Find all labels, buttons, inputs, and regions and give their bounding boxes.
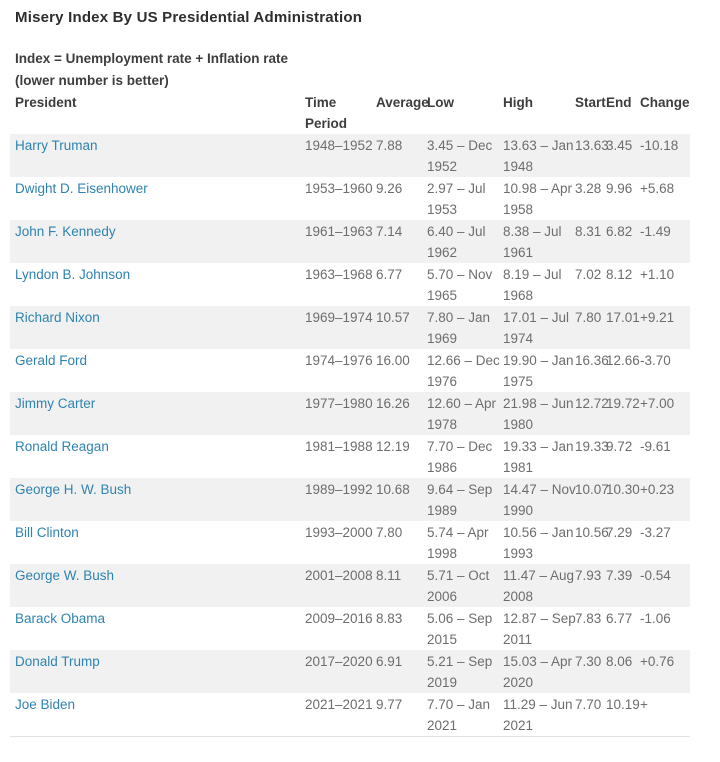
high-value-month: 12.87 – Sep [503,611,576,626]
high-cell [503,564,575,607]
high-cell [503,478,575,521]
end-value: 8.06 [606,654,633,669]
time-period-cell [305,177,376,220]
high-year: 1993 [503,546,534,561]
low-year: 1998 [427,546,458,561]
start-cell [575,134,609,177]
president-cell [10,220,305,263]
high-value-month: 8.19 – Jul [503,267,562,282]
high-cell [503,521,575,564]
table-header-row [10,92,690,134]
start-value: 16.36 [575,353,609,368]
average-value: 7.14 [376,224,403,239]
page-title: Misery Index By US Presidential Administration [15,9,363,26]
high-value-month: 19.33 – Jan [503,439,574,454]
start-cell [575,220,606,263]
end-cell [606,564,640,607]
low-value-month: 7.80 – Jan [427,310,491,325]
high-year: 1981 [503,460,534,475]
average-value: 16.26 [376,396,410,411]
change-cell [640,607,690,650]
start-value: 7.30 [575,654,602,669]
president-link[interactable]: Ronald Reagan [15,439,109,454]
low-year: 1952 [427,159,458,174]
change-cell [640,263,690,306]
low-cell [427,134,503,177]
col-header-end: End [606,95,632,110]
low-year: 2019 [427,675,458,690]
president-link[interactable]: Lyndon B. Johnson [15,267,131,282]
end-cell [606,306,640,349]
end-value: 9.72 [606,439,633,454]
start-value: 3.28 [575,181,602,196]
index-definition [15,48,710,92]
president-cell [10,349,305,392]
low-cell [427,263,503,306]
average-value: 6.91 [376,654,403,669]
high-year: 1968 [503,288,534,303]
table-row [10,263,690,306]
table-row [10,220,690,263]
low-value-month: 9.64 – Sep [427,482,493,497]
low-cell [427,306,503,349]
end-cell [606,478,640,521]
time-period-value: 1948–1952 [305,138,373,153]
change-value: +0.76 [640,654,675,669]
time-period-cell [305,349,376,392]
time-period-cell [305,220,376,263]
high-year: 2020 [503,675,534,690]
change-cell [640,693,690,737]
low-value-month: 12.66 – Dec [427,353,500,368]
change-value: + [640,697,648,712]
president-link[interactable]: Dwight D. Eisenhower [15,181,148,196]
high-year: 1980 [503,417,534,432]
time-period-cell [305,607,376,650]
president-cell [10,134,305,177]
index-note-text: (lower number is better) [15,73,169,88]
end-value: 17.01 [606,310,640,325]
time-period-cell [305,134,376,177]
high-cell [503,306,575,349]
high-cell [503,134,575,177]
average-cell [376,306,427,349]
president-cell [10,650,305,693]
low-value-month: 3.45 – Dec [427,138,493,153]
high-year: 1975 [503,374,534,389]
table-row [10,607,690,650]
low-year: 1965 [427,288,458,303]
table-row [10,134,690,177]
time-period-value: 1969–1974 [305,310,373,325]
president-cell [10,306,305,349]
president-cell [10,435,305,478]
high-value-month: 11.29 – Jun [503,697,573,712]
change-value: +7.00 [640,396,675,411]
president-link[interactable]: Richard Nixon [15,310,100,325]
low-cell [427,521,503,564]
end-value: 7.39 [606,568,633,583]
low-value-month: 5.74 – Apr [427,525,489,540]
low-value-month: 6.40 – Jul [427,224,486,239]
start-value: 12.72 [575,396,609,411]
high-cell [503,607,575,650]
end-cell [606,693,640,737]
start-cell [575,177,606,220]
change-cell [640,650,690,693]
col-header-change: Change [640,95,690,110]
time-period-value: 2009–2016 [305,611,373,626]
end-value: 12.66 [606,353,640,368]
time-period-cell [305,392,376,435]
end-cell [606,607,640,650]
high-cell [503,650,575,693]
low-value-month: 7.70 – Jan [427,697,491,712]
time-period-value: 2001–2008 [305,568,373,583]
high-value-month: 10.98 – Apr [503,181,573,196]
average-cell [376,392,427,435]
time-period-cell [305,306,376,349]
average-cell [376,134,427,177]
president-cell [10,177,305,220]
high-year: 1961 [503,245,534,260]
president-cell [10,564,305,607]
end-cell [606,521,640,564]
president-link[interactable]: Bill Clinton [15,525,79,540]
change-value: -1.06 [640,611,671,626]
president-link[interactable]: George H. W. Bush [15,482,132,497]
president-link[interactable]: George W. Bush [15,568,115,583]
president-link[interactable]: Donald Trump [15,654,100,669]
table-row [10,177,690,220]
start-value: 7.93 [575,568,602,583]
end-value: 10.30 [606,482,640,497]
time-period-value: 2017–2020 [305,654,373,669]
high-value-month: 10.56 – Jan [503,525,574,540]
change-cell [640,392,690,435]
time-period-value: 1989–1992 [305,482,373,497]
average-value: 12.19 [376,439,410,454]
change-value: -3.27 [640,525,671,540]
change-value: +0.23 [640,482,675,497]
average-cell [376,607,427,650]
low-cell [427,693,503,737]
president-cell [10,693,305,737]
low-year: 1986 [427,460,458,475]
president-cell [10,263,305,306]
change-cell [640,306,690,349]
high-cell [503,263,575,306]
change-cell [640,134,690,177]
low-year: 1962 [427,245,458,260]
average-value: 10.57 [376,310,410,325]
end-cell [606,134,640,177]
start-cell [575,306,606,349]
col-header-high: High [503,95,533,110]
high-cell [503,693,575,737]
start-value: 13.63 [575,138,609,153]
start-cell [575,693,606,737]
end-value: 7.29 [606,525,633,540]
start-cell [575,607,606,650]
high-year: 2008 [503,589,534,604]
time-period-value: 1993–2000 [305,525,373,540]
start-cell [575,349,609,392]
high-year: 2011 [503,632,533,647]
end-cell [606,177,640,220]
average-value: 7.80 [376,525,403,540]
end-value: 6.82 [606,224,633,239]
average-cell [376,693,427,737]
change-value: -3.70 [640,353,671,368]
average-cell [376,220,427,263]
time-period-cell [305,435,376,478]
president-cell [10,607,305,650]
high-year: 1990 [503,503,534,518]
time-period-value: 1961–1963 [305,224,373,239]
average-cell [376,177,427,220]
start-cell [575,521,609,564]
change-value: -9.61 [640,439,671,454]
low-value-month: 7.70 – Dec [427,439,493,454]
average-value: 9.77 [376,697,403,712]
change-cell [640,521,690,564]
change-cell [640,478,690,521]
time-period-cell [305,564,376,607]
low-cell [427,220,503,263]
average-cell [376,650,427,693]
end-value: 8.12 [606,267,633,282]
average-value: 16.00 [376,353,410,368]
president-cell [10,478,305,521]
president-link[interactable]: Jimmy Carter [15,396,96,411]
low-year: 2006 [427,589,458,604]
low-value-month: 12.60 – Apr [427,396,497,411]
col-header-time-period: Time Period [305,95,348,131]
average-cell [376,263,427,306]
low-year: 2015 [427,632,458,647]
average-value: 6.77 [376,267,403,282]
high-year: 2021 [503,718,534,733]
low-cell [427,392,503,435]
president-cell [10,392,305,435]
high-year: 1974 [503,331,534,346]
high-value-month: 13.63 – Jan [503,138,574,153]
time-period-value: 1974–1976 [305,353,373,368]
start-value: 19.33 [575,439,609,454]
average-value: 7.88 [376,138,403,153]
low-value-month: 5.06 – Sep [427,611,493,626]
end-cell [606,349,640,392]
low-cell [427,564,503,607]
table-row [10,521,690,564]
time-period-value: 1977–1980 [305,396,373,411]
time-period-cell [305,650,376,693]
end-value: 10.19 [606,697,640,712]
start-value: 10.56 [575,525,609,540]
change-cell [640,177,690,220]
time-period-value: 1981–1988 [305,439,373,454]
table-row [10,392,690,435]
low-cell [427,650,503,693]
high-cell [503,392,575,435]
start-cell [575,435,609,478]
high-value-month: 14.47 – Nov [503,482,576,497]
end-cell [606,220,640,263]
misery-index-table [10,92,690,737]
high-value-month: 15.03 – Apr [503,654,573,669]
average-cell [376,349,427,392]
average-cell [376,521,427,564]
low-year: 1978 [427,417,458,432]
start-value: 7.80 [575,310,602,325]
low-year: 1976 [427,374,458,389]
president-link[interactable]: Joe Biden [15,697,76,712]
high-cell [503,349,575,392]
change-cell [640,220,690,263]
time-period-value: 1953–1960 [305,181,373,196]
high-value-month: 17.01 – Jul [503,310,570,325]
start-value: 7.02 [575,267,602,282]
end-cell [606,263,640,306]
high-cell [503,177,575,220]
table-row [10,478,690,521]
start-value: 10.07 [575,482,609,497]
change-value: -0.54 [640,568,671,583]
end-value: 9.96 [606,181,633,196]
start-cell [575,650,606,693]
end-cell [606,392,640,435]
average-cell [376,435,427,478]
low-cell [427,349,503,392]
change-cell [640,435,690,478]
high-cell [503,220,575,263]
low-cell [427,478,503,521]
high-cell [503,435,575,478]
average-value: 8.83 [376,611,403,626]
president-cell [10,521,305,564]
table-row [10,650,690,693]
low-year: 1989 [427,503,458,518]
start-cell [575,392,609,435]
start-cell [575,564,606,607]
high-year: 1958 [503,202,534,217]
time-period-value: 2021–2021 [305,697,373,712]
president-link[interactable]: Gerald Ford [15,353,88,368]
high-value-month: 19.90 – Jan [503,353,574,368]
low-cell [427,607,503,650]
time-period-cell [305,693,376,737]
change-cell [640,349,690,392]
time-period-cell [305,521,376,564]
index-formula-text: Index = Unemployment rate + Inflation rate [15,51,289,66]
end-value: 3.45 [606,138,633,153]
change-value: +1.10 [640,267,675,282]
average-cell [376,478,427,521]
change-value: -10.18 [640,138,679,153]
low-cell [427,177,503,220]
high-value-month: 21.98 – Jun [503,396,574,411]
high-year: 1948 [503,159,534,174]
start-value: 8.31 [575,224,602,239]
table-row [10,349,690,392]
change-value: -1.49 [640,224,671,239]
time-period-value: 1963–1968 [305,267,373,282]
president-link[interactable]: John F. Kennedy [15,224,116,239]
high-value-month: 11.47 – Aug [503,568,575,583]
table-row [10,693,690,737]
low-year: 1953 [427,202,458,217]
table-row [10,306,690,349]
low-value-month: 5.71 – Oct [427,568,490,583]
president-link[interactable]: Harry Truman [15,138,98,153]
average-value: 9.26 [376,181,403,196]
start-value: 7.83 [575,611,602,626]
low-year: 2021 [427,718,458,733]
end-cell [606,650,640,693]
low-value-month: 5.21 – Sep [427,654,493,669]
end-value: 6.77 [606,611,633,626]
table-row [10,564,690,607]
end-cell [606,435,640,478]
col-header-start: Start [575,95,606,110]
president-link[interactable]: Barack Obama [15,611,106,626]
table-row [10,435,690,478]
start-cell [575,478,609,521]
average-cell [376,564,427,607]
low-year: 1969 [427,331,458,346]
low-cell [427,435,503,478]
time-period-cell [305,263,376,306]
time-period-cell [305,478,376,521]
low-value-month: 2.97 – Jul [427,181,486,196]
change-value: +9.21 [640,310,675,325]
average-value: 10.68 [376,482,410,497]
high-value-month: 8.38 – Jul [503,224,562,239]
change-cell [640,564,690,607]
col-header-average: Average [376,95,429,110]
col-header-low: Low [427,95,454,110]
end-value: 19.72 [606,396,640,411]
col-header-president: President [15,95,77,110]
low-value-month: 5.70 – Nov [427,267,493,282]
start-value: 7.70 [575,697,602,712]
change-value: +5.68 [640,181,675,196]
average-value: 8.11 [376,568,402,583]
start-cell [575,263,606,306]
